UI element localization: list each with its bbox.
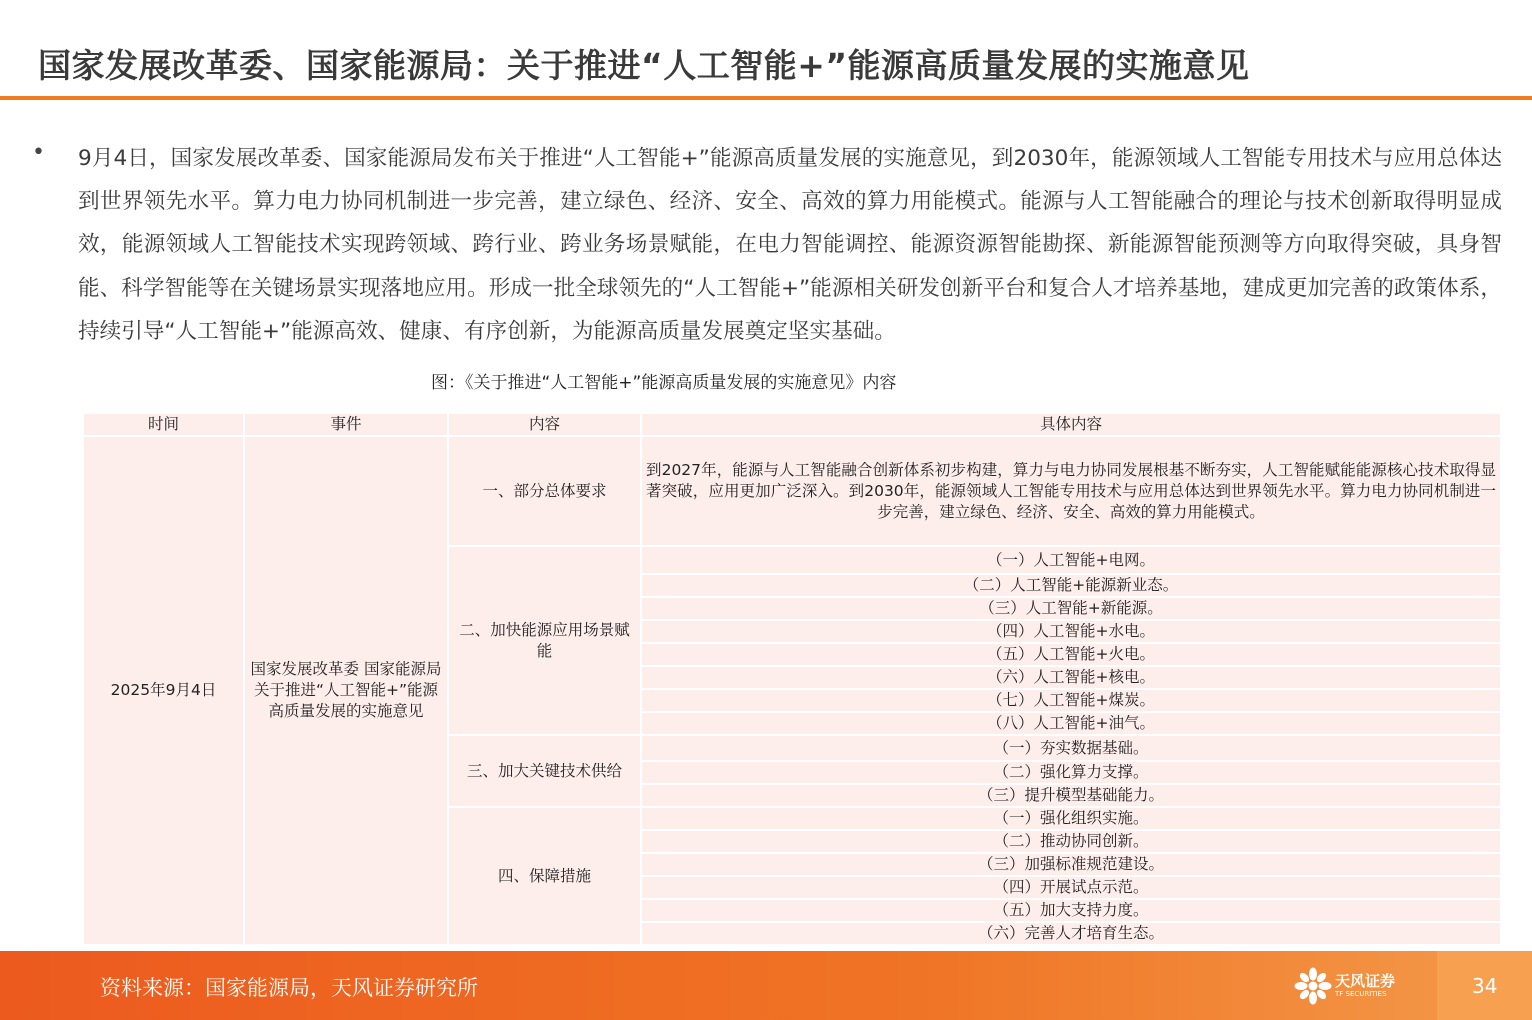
- flower-logo-icon: [1293, 966, 1333, 1006]
- table-row: [83, 436, 1501, 546]
- section-title: 四、保障措施: [448, 807, 641, 945]
- figure-caption: 图：《关于推进“人工智能+”能源高质量发展的实施意见》内容: [431, 373, 897, 393]
- detail-cell: （五）人工智能+火电。: [641, 643, 1501, 666]
- event-cell: 国家发展改革委 国家能源局关于推进“人工智能+”能源高质量发展的实施意见: [244, 436, 448, 945]
- source-note: 资料来源：国家能源局，天风证券研究所: [100, 976, 478, 1000]
- page-title: 国家发展改革委、国家能源局：关于推进“人工智能+”能源高质量发展的实施意见: [38, 46, 1250, 85]
- company-logo: [1293, 966, 1433, 1006]
- detail-cell: （六）人工智能+核电。: [641, 666, 1501, 689]
- logo-name: 天风证券: [1335, 972, 1396, 990]
- content-table: [82, 412, 1502, 946]
- detail-cell: （四）开展试点示范。: [641, 876, 1501, 899]
- header-event: 事件: [244, 413, 448, 436]
- title-divider: [0, 96, 1532, 100]
- detail-cell: （三）人工智能+新能源。: [641, 597, 1501, 620]
- detail-cell: （二）强化算力支撑。: [641, 761, 1501, 784]
- detail-cell: （四）人工智能+水电。: [641, 620, 1501, 643]
- footer-bar: [0, 951, 1532, 1020]
- bullet-icon: •: [32, 140, 45, 165]
- table-header-row: [83, 413, 1501, 436]
- detail-cell: （七）人工智能+煤炭。: [641, 689, 1501, 712]
- detail-cell: （一）人工智能+电网。: [641, 546, 1501, 574]
- section-title: 三、加大关键技术供给: [448, 735, 641, 807]
- header-content: 内容: [448, 413, 641, 436]
- page-number: 34: [1472, 974, 1498, 998]
- detail-cell: （二）人工智能+能源新业态。: [641, 574, 1501, 597]
- header-detail: 具体内容: [641, 413, 1501, 436]
- detail-cell: （三）提升模型基础能力。: [641, 784, 1501, 807]
- section-title: 二、加快能源应用场景赋能: [448, 546, 641, 735]
- detail-cell: （二）推动协同创新。: [641, 830, 1501, 853]
- section-title: 一、部分总体要求: [448, 436, 641, 546]
- logo-subtitle: TF SECURITIES: [1335, 990, 1387, 998]
- time-cell: 2025年9月4日: [83, 436, 244, 945]
- detail-cell: （一）强化组织实施。: [641, 807, 1501, 830]
- bullet-paragraph: 9月4日，国家发展改革委、国家能源局发布关于推进“人工智能+”能源高质量发展的实施意见，到2030年，能源领域人工智能专用技术与应用总体达到世界领先水平。算力电力协同机制进一步完善，建立绿色、经济、安全、高效的算力用能模式。能源与人工智能融合的理论与技术创新取得明显成效，能源领域人工智能技术实现跨领域、跨行业、跨业务场景赋能，在电力智能调控、能源资源智能勘探、新能源智能预测等方向取得突破，具身智能、科学智能等在关键场景实现落地应用。形成一批全球领先的“人工智能+”能源相关研发创新平台和复合人才培养基地，建成更加完善的政策体系，持续引导“人工智能+”能源高效、健康、有序创新，为能源高质量发展奠定坚实基础。: [78, 146, 1502, 344]
- detail-cell: （八）人工智能+油气。: [641, 712, 1501, 735]
- detail-cell: （五）加大支持力度。: [641, 899, 1501, 922]
- detail-cell: （六）完善人才培育生态。: [641, 922, 1501, 945]
- detail-cell: （三）加强标准规范建设。: [641, 853, 1501, 876]
- detail-cell: （一）夯实数据基础。: [641, 735, 1501, 761]
- header-time: 时间: [83, 413, 244, 436]
- detail-cell: 到2027年，能源与人工智能融合创新体系初步构建，算力与电力协同发展根基不断夯实，人工智能赋能能源核心技术取得显著突破，应用更加广泛深入。到2030年，能源领域人工智能专用技术与应用总体达到世界领先水平。算力电力协同机制进一步完善，建立绿色、经济、安全、高效的算力用能模式。: [641, 436, 1501, 546]
